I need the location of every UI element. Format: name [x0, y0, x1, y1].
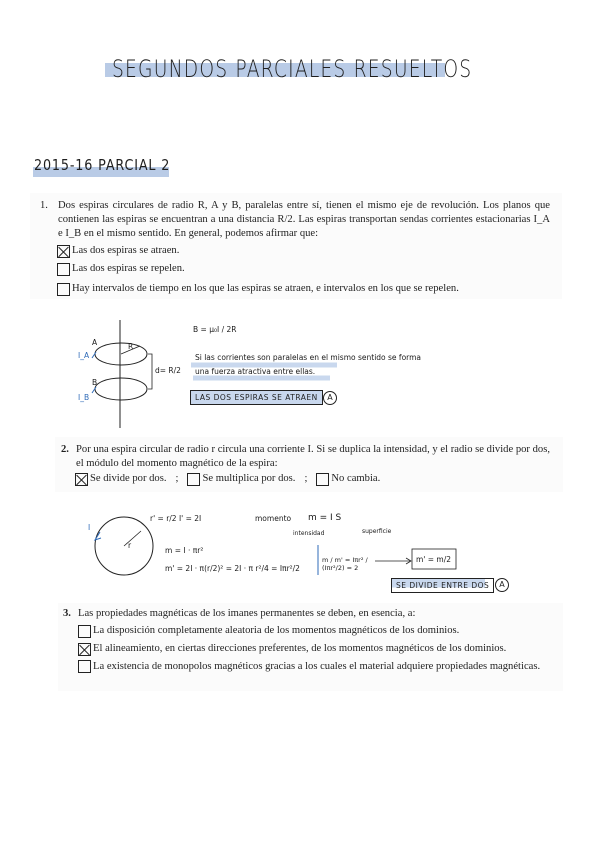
question-2-text: Por una espira circular de radio r circula una corriente I. Si se duplica la intensidad, y el radio se divide por dos, el módulo del momento magnético de la espira: — [76, 444, 550, 469]
q3-option-a-label: La disposición completamente aleatoria de los momentos magnéticos de los dominios. — [93, 625, 460, 636]
solution-1-note-line2: una fuerza atractiva entre ellas. — [195, 367, 316, 376]
exam-subtitle: 2015-16 PARCIAL 2 — [34, 156, 171, 174]
question-1-text: Dos espiras circulares de radio R, A y B, paralelas entre sí, tienen el mismo eje de revolución. Los planos que contienen las espiras se encuentran a una distancia R/2. Las espiras transportan sendas corrientes estacionarias I_A e I_B en el mismo sentido. En general, podemos afirmar que: — [58, 200, 550, 239]
q3-option-c-label: La existencia de monopolos magnéticos gracias a los cuales el material adquiere propiedades magnéticas. — [93, 661, 541, 672]
current-a-label: I_A — [78, 351, 90, 360]
question-3-text: Las propiedades magnéticas de los imanes permanentes se deben, en esencia, a: — [78, 608, 416, 619]
ratio-equation: m / m' = Iπr² / (Iπr²/2) = 2 — [322, 556, 368, 572]
m-equation: m = I · πr² — [165, 546, 204, 555]
intensity-note: intensidad — [293, 530, 325, 537]
q3-option-b-checkbox[interactable] — [78, 643, 91, 656]
solution-1-note-line1: Si las corrientes son paralelas en el mismo sentido se forma — [195, 353, 422, 362]
loop-a-label: A — [92, 338, 98, 347]
q1-option-a-label: Las dos espiras se atraen. — [72, 245, 180, 256]
current-b-label: I_B — [78, 393, 90, 402]
m-prime-equation: m' = 2I · π(r/2)² = 2I · π r²/4 = Iπr²/2 — [165, 564, 300, 573]
field-formula: B = μ₀I / 2R — [193, 325, 237, 334]
q3-option-a[interactable] — [78, 624, 459, 638]
q3-option-c-checkbox[interactable] — [78, 660, 91, 673]
current-label: I — [88, 523, 91, 532]
moment-formula: m = I S — [308, 513, 342, 523]
question-3-number: 3. — [63, 608, 71, 619]
q2-option-a-label: Se divide por dos. — [90, 473, 167, 484]
q1-option-b-label: Las dos espiras se repelen. — [72, 263, 185, 274]
q2-option-c-label: No cambia. — [331, 473, 381, 484]
loop-b-label: B — [92, 378, 98, 387]
q2-separator-2: ; — [304, 473, 308, 484]
solution-1-answer: LAS DOS ESPIRAS SE ATRAEN — [190, 390, 323, 405]
moment-label: momento — [255, 514, 292, 523]
q3-option-b[interactable] — [78, 642, 506, 656]
q3-option-a-checkbox[interactable] — [78, 625, 91, 638]
radius-r-label: r — [128, 541, 132, 550]
solution-2-letter: A — [495, 578, 509, 592]
q3-option-b-label: El alineamiento, en ciertas direcciones preferentes, de los momentos magnéticos de los dominios. — [93, 643, 507, 654]
q2-option-b-label: Se multiplica por dos. — [202, 473, 296, 484]
q3-option-c[interactable] — [78, 660, 560, 674]
solution-1-letter: A — [323, 391, 337, 405]
q1-option-c-label: Hay intervalos de tiempo en los que las espiras se atraen, e intervalos en los que se repelen. — [72, 283, 459, 294]
surface-note: superficie — [362, 528, 392, 535]
distance-label: d= R/2 — [155, 366, 181, 375]
result-equation: m' = m/2 — [416, 555, 452, 564]
given-values: r' = r/2 I' = 2I — [150, 514, 202, 523]
solution-2-answer: SE DIVIDE ENTRE DOS — [391, 578, 494, 593]
q2-separator-1: ; — [175, 473, 179, 484]
radius-label: R — [128, 342, 134, 351]
question-2-number: 2. — [61, 444, 69, 455]
page-title: SEGUNDOS PARCIALES RESUELTOS — [112, 55, 473, 83]
question-1-number: 1. — [40, 200, 48, 211]
